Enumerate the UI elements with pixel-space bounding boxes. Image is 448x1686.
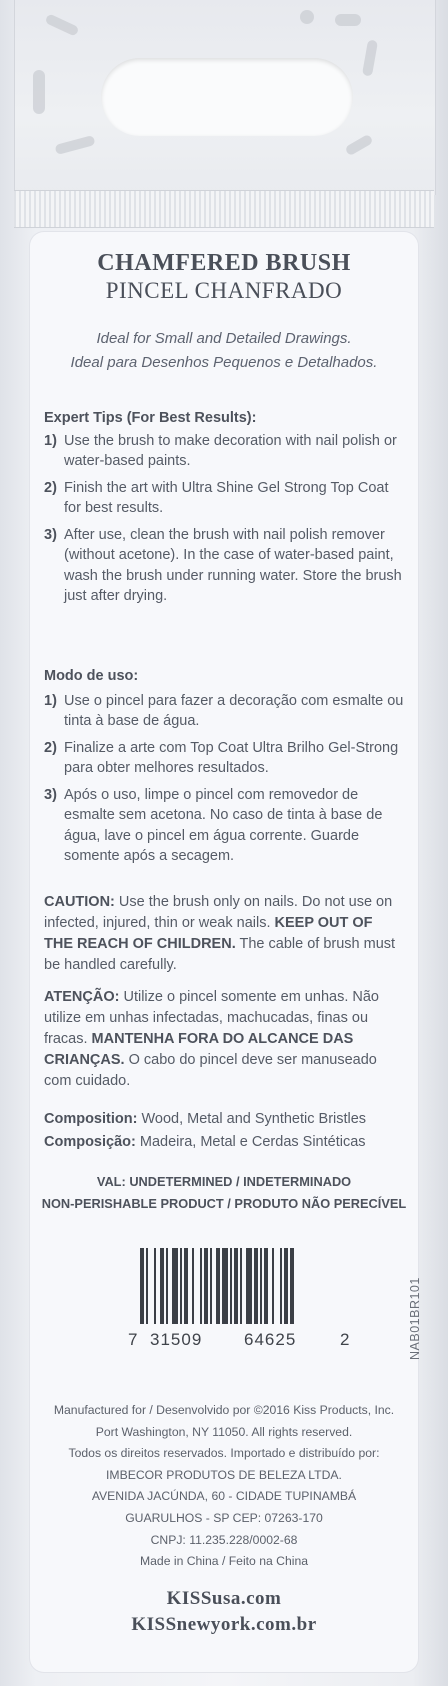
caution-text: The cable of brush must be handled carefully. xyxy=(44,936,396,973)
barcode-check-digit: 2 xyxy=(340,1330,351,1349)
barcode-bar xyxy=(246,1248,252,1324)
composition-section xyxy=(44,1108,404,1154)
barcode-bar xyxy=(260,1248,262,1324)
caution-warning: KEEP OUT OF THE REACH OF CHILDREN. xyxy=(44,915,373,952)
barcode-bar xyxy=(284,1248,288,1324)
composition-label: Composição: xyxy=(44,1134,136,1150)
doodle-shape xyxy=(335,14,361,26)
barcode-bar xyxy=(234,1248,238,1324)
doodle-shape xyxy=(344,134,373,157)
caution-label: CAUTION: xyxy=(44,894,115,910)
doodle-shape xyxy=(54,135,95,155)
barcode-right-digits: 64625 xyxy=(244,1330,297,1349)
barcode-bar xyxy=(240,1248,242,1324)
barcode-lead-digit: 7 xyxy=(128,1330,139,1349)
product-title: CHAMFERED BRUSH xyxy=(97,250,351,276)
tips-pt-heading: Modo de uso: xyxy=(44,668,139,684)
tip-number: 3) xyxy=(44,526,57,543)
barcode-bar xyxy=(222,1248,228,1324)
mfg-line: IMBECOR PRODUTOS DE BELEZA LTDA. xyxy=(106,1467,342,1482)
barcode-bar xyxy=(172,1248,178,1324)
composition-text: Madeira, Metal e Cerdas Sintéticas xyxy=(135,1134,366,1150)
manufacturer-info xyxy=(30,1400,418,1573)
composition-text: Wood, Metal and Synthetic Bristles xyxy=(137,1111,367,1127)
doodle-shape xyxy=(362,39,378,76)
mfg-line: Made in China / Feito na China xyxy=(139,1554,308,1569)
tip-item xyxy=(44,738,404,779)
tips-pt-section xyxy=(44,666,404,867)
website-us[interactable]: KISSusa.com xyxy=(166,1588,282,1609)
barcode-bar xyxy=(254,1248,258,1324)
barcode-bar xyxy=(204,1248,208,1324)
barcode-bar xyxy=(290,1248,294,1324)
side-code: NAB01BR101 xyxy=(408,1277,422,1360)
mfg-line: AVENIDA JACÚNDA, 60 - CIDADE TUPINAMBÁ xyxy=(91,1489,357,1504)
barcode-bar xyxy=(140,1248,144,1324)
tip-item xyxy=(44,525,404,607)
composition-pt xyxy=(44,1131,404,1154)
tip-number: 3) xyxy=(44,786,57,803)
website-br[interactable]: KISSnewyork.com.br xyxy=(131,1614,317,1635)
caution-label: ATENÇÃO: xyxy=(44,989,120,1005)
tip-number: 2) xyxy=(44,739,57,756)
tips-en-section xyxy=(44,408,404,607)
tip-item xyxy=(44,478,404,519)
barcode-bar xyxy=(166,1248,168,1324)
doodle-shape xyxy=(44,13,79,36)
caution-warning: MANTENHA FORA DO ALCANCE DAS CRIANÇAS. xyxy=(44,1031,354,1068)
tip-number: 2) xyxy=(44,479,57,496)
tip-number: 1) xyxy=(44,432,57,449)
barcode-bar xyxy=(280,1248,282,1324)
tip-text: After use, clean the brush with nail polish remover (without acetone). In the case of water-based paint, wash the brush under running water. Store the brush just after drying. xyxy=(64,526,402,604)
tip-text: Use o pincel para fazer a decoração com esmalte ou tinta à base de água. xyxy=(64,692,404,729)
caution-text: Use the brush only on nails. Do not use on infected, injured, thin or weak nails. xyxy=(44,894,393,931)
barcode-bar xyxy=(216,1248,220,1324)
barcode-bar xyxy=(146,1248,148,1324)
barcode-bar xyxy=(264,1248,268,1324)
validity-line: VAL: UNDETERMINED / INDETERMINADO xyxy=(96,1174,352,1189)
barcode-bar xyxy=(192,1248,194,1324)
tip-text: Finish the art with Ultra Shine Gel Strong Top Coat for best results. xyxy=(64,479,389,516)
mfg-line: Port Washington, NY 11050. All rights reserved. xyxy=(95,1424,353,1439)
doodle-shape xyxy=(33,70,45,114)
tagline-en: Ideal for Small and Detailed Drawings. xyxy=(96,330,352,347)
barcode-bar xyxy=(180,1248,182,1324)
barcode-bar xyxy=(230,1248,232,1324)
barcode-bar xyxy=(154,1248,156,1324)
hang-hole xyxy=(101,58,353,136)
barcode-bar xyxy=(200,1248,202,1324)
tip-item xyxy=(44,431,404,472)
tagline-pt: Ideal para Desenhos Pequenos e Detalhados. xyxy=(70,354,378,371)
tip-item xyxy=(44,785,404,867)
mfg-line: GUARULHOS - SP CEP: 07263-170 xyxy=(125,1510,323,1525)
non-perishable-line: NON-PERISHABLE PRODUCT / PRODUTO NÃO PERECÍVEL xyxy=(41,1196,407,1211)
info-card xyxy=(30,232,422,1672)
barcode-left-digits: 31509 xyxy=(150,1330,203,1349)
tip-text: Use the brush to make decoration with nail polish or water-based paints. xyxy=(64,432,397,469)
mfg-line: CNPJ: 11.235.228/0002-68 xyxy=(150,1532,298,1547)
barcode-bar xyxy=(272,1248,274,1324)
mfg-line: Manufactured for / Desenvolvido por ©2016 Kiss Products, Inc. xyxy=(53,1403,395,1417)
barcode xyxy=(128,1248,351,1378)
heat-seal-strip xyxy=(14,190,434,228)
caution-text: O cabo do pincel deve ser manuseado com cuidado. xyxy=(44,1052,377,1089)
mfg-line: Todos os direitos reservados. Importado e distribuído por: xyxy=(68,1446,380,1461)
caution-text: Utilize o pincel somente em unhas. Não utilize em unhas infectadas, machucadas, finas ou fracas. xyxy=(44,989,379,1047)
tips-en-heading: Expert Tips (For Best Results): xyxy=(44,410,257,426)
barcode-bar xyxy=(210,1248,212,1324)
tip-text: Finalize a arte com Top Coat Ultra Brilho Gel-Strong para obter melhores resultados. xyxy=(64,739,399,776)
doodle-shape xyxy=(300,10,314,24)
caution-pt xyxy=(44,987,404,1092)
product-subtitle: PINCEL CHANFRADO xyxy=(105,278,343,303)
hang-tab xyxy=(14,0,436,195)
tip-item xyxy=(44,691,404,732)
tip-text: Após o uso, limpe o pincel com removedor de esmalte sem acetona. No caso de tinta à base de água, lave o pincel em água corrente. Guarde somente após a secagem. xyxy=(64,786,383,864)
tip-number: 1) xyxy=(44,692,57,709)
caution-en xyxy=(44,892,404,976)
barcode-bars xyxy=(140,1248,335,1324)
barcode-bar xyxy=(160,1248,164,1324)
barcode-bar xyxy=(184,1248,188,1324)
composition-en xyxy=(44,1108,404,1131)
composition-label: Composition: xyxy=(44,1111,138,1127)
